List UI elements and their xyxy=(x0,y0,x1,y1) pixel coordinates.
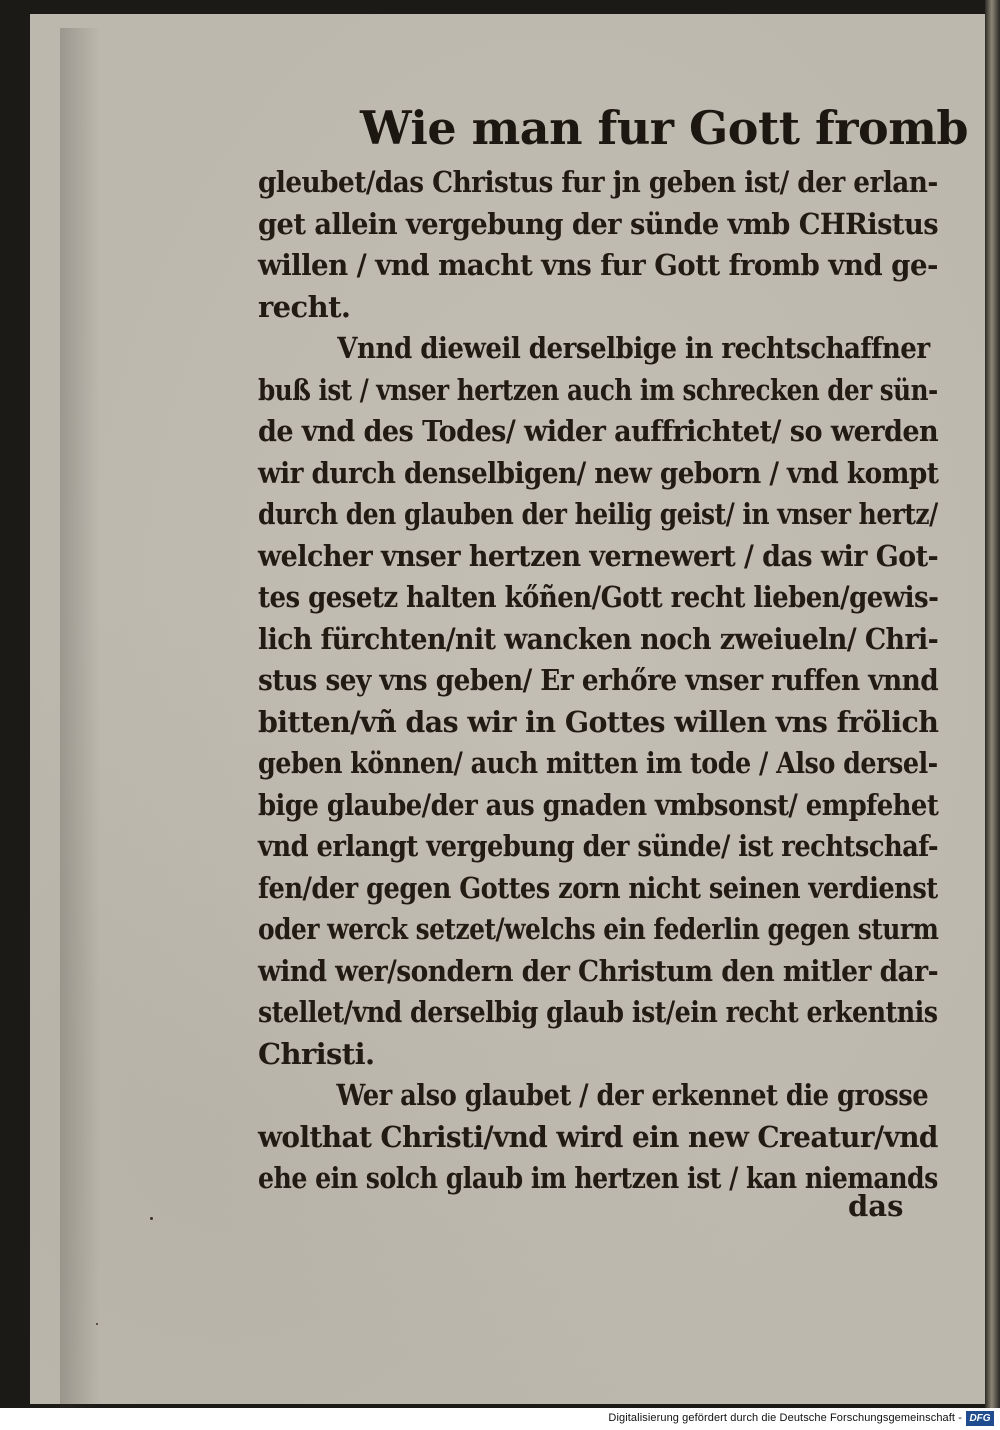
page-edge xyxy=(985,0,1000,1408)
dfg-logo: DFG xyxy=(966,1411,994,1426)
text-line: Vnnd dieweil derselbige in rechtschaffner xyxy=(337,331,930,365)
text-line: welcher vnser hertzen vernewert / das wir Got- xyxy=(258,538,939,573)
text-line: willen / vnd macht vns fur Gott fromb vnd ge- xyxy=(258,248,938,282)
text-line: tes gesetz halten kőñen/Gott recht lieben/gewis- xyxy=(258,580,939,614)
text-line: Wer also glaubet / der erkennet die grosse xyxy=(336,1078,929,1112)
text-line: wir durch denselbigen/ new geborn / vnd kompt xyxy=(258,455,939,490)
text-line: vnd erlangt vergebung der sünde/ ist rechtschaf- xyxy=(258,829,939,863)
footer-bar xyxy=(0,1408,1000,1430)
text-line: durch den glauben der heilig geist/ in vnser hertz/ xyxy=(258,497,938,531)
body-text xyxy=(258,162,938,1200)
text-line: bitten/vñ das wir in Gottes willen vns frölich xyxy=(258,704,939,739)
text-line: stellet/vnd derselbig glaub ist/ein recht erkentnis xyxy=(258,995,938,1029)
text-line: oder werck setzet/welchs ein federlin gegen sturm xyxy=(258,912,939,946)
funding-credit: Digitalisierung gefördert durch die Deutsche Forschungsgemeinschaft - xyxy=(608,1412,962,1424)
text-line: geben können/ auch mitten im tode / Also dersel- xyxy=(258,746,938,780)
text-line: recht. xyxy=(258,289,351,324)
text-line: wolthat Christi/vnd wird ein new Creatur/vnd xyxy=(258,1119,938,1154)
catchword: das xyxy=(848,1189,904,1223)
text-line: get allein vergebung der sünde vmb CHRistus xyxy=(258,206,939,241)
text-line: stus sey vns geben/ Er erhőre vnser ruffen vnnd xyxy=(258,663,939,697)
text-line: lich fürchten/nit wancken noch zweiueln/ Chri- xyxy=(258,621,939,656)
text-line: de vnd des Todes/ wider auffrichtet/ so werden xyxy=(258,414,939,448)
paper-speck xyxy=(96,1323,98,1325)
text-line: buß ist / vnser hertzen auch im schrecken der sün- xyxy=(258,372,938,407)
text-line: wind wer/sondern der Christum den mitler dar- xyxy=(258,953,939,988)
text-line: Christi. xyxy=(258,1036,375,1071)
text-line: fen/der gegen Gottes zorn nicht seinen verdienst xyxy=(258,870,938,905)
text-line: gleubet/das Christus fur jn geben ist/ der erlan- xyxy=(258,165,938,199)
running-header: Wie man fur Gott fromb xyxy=(360,101,969,155)
text-line: bige glaube/der aus gnaden vmbsonst/ empfehet xyxy=(258,787,939,822)
text-line: ehe ein solch glaub im hertzen ist / kan niemands xyxy=(258,1161,938,1195)
paper-speck xyxy=(150,1217,153,1220)
binding-shadow xyxy=(60,28,100,1408)
